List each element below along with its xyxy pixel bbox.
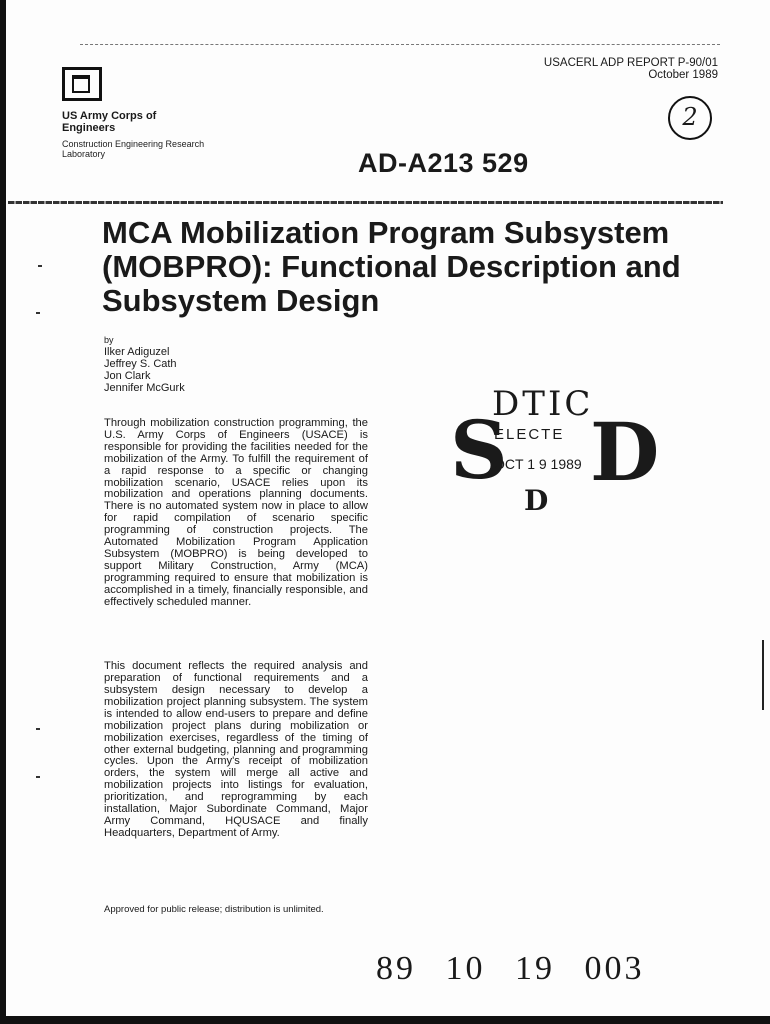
scan-edge-left	[0, 0, 6, 1024]
report-number: USACERL ADP REPORT P-90/01	[543, 57, 718, 69]
byline: by	[104, 335, 114, 345]
margin-mark	[36, 728, 40, 730]
abstract-paragraph-2: This document reflects the required analysis and preparation of functional requirements and a subsystem design necessary to develop a mobilization project planning subsystem. The system is intended to allow end-users to prepare and define mobilization project plans during mobilization or mobilization exercises, regardless of the timing of other external budgeting, planning and programming cycles. Upon the Army's receipt of mobilization orders, the system will merge all active and mobilization projects into listings for evaluation, prioritization, and reprogramming by each installation, Major Subordinate Command, Major Army Command, HQUSACE and finally Headquarters, Department of Army.	[104, 660, 368, 839]
author: Jeffrey S. Cath	[104, 358, 177, 370]
dtic-word: DTIC	[492, 384, 594, 424]
author: Jon Clark	[104, 370, 151, 382]
document-title: MCA Mobilization Program Subsystem (MOBPRO): Functional Description and Subsystem Design	[102, 215, 681, 318]
stamp-status: ELECTE	[494, 426, 565, 443]
stamp-letter-s: S	[450, 403, 508, 497]
castle-icon	[62, 67, 102, 101]
accession-number: 89 10 19 003	[376, 950, 645, 987]
scan-edge-right	[762, 640, 764, 710]
margin-mark	[38, 265, 42, 267]
dtic-stamp	[448, 384, 660, 520]
scan-edge-bottom	[0, 1016, 770, 1024]
lab-name: Construction Engineering Research Laboratory	[62, 139, 205, 159]
margin-mark	[36, 312, 40, 314]
author-list	[104, 346, 185, 394]
stamp-date: OCT 1 9 1989	[494, 456, 582, 472]
margin-mark	[36, 776, 40, 778]
ad-number: AD-A213 529	[358, 148, 529, 178]
org-name: US Army Corps of Engineers	[62, 110, 157, 134]
author: Jennifer McGurk	[104, 382, 185, 394]
circled-mark: 2	[668, 96, 712, 140]
stamp-letter-d: D	[590, 405, 660, 499]
stamp-small-mark: D	[524, 484, 549, 517]
top-dotted-rule	[80, 44, 720, 45]
distribution-statement: Approved for public release; distribution is unlimited.	[104, 904, 324, 915]
abstract-paragraph-1: Through mobilization construction programming, the U.S. Army Corps of Engineers (USACE) is responsible for providing the facilities needed for the mobilization of the Army. To fulfill the requirement of a rapid response to a specific or changing mobilization scenario, USACE relies upon its mobilization and operations planning documents. There is no automated system now in place to allow for rapid compilation of scenario specific programming of construction projects. The Automated Mobilization Program Application Subsystem (MOBPRO) is being developed to support Military Construction, Army (MCA) programming required to ensure that mobilization is accomplished in a timely, financially responsible, and effectively scheduled manner.	[104, 417, 368, 608]
header-divider	[8, 201, 723, 204]
report-id-block	[544, 57, 718, 81]
author: Ilker Adiguzel	[104, 346, 170, 358]
report-date: October 1989	[648, 69, 718, 81]
